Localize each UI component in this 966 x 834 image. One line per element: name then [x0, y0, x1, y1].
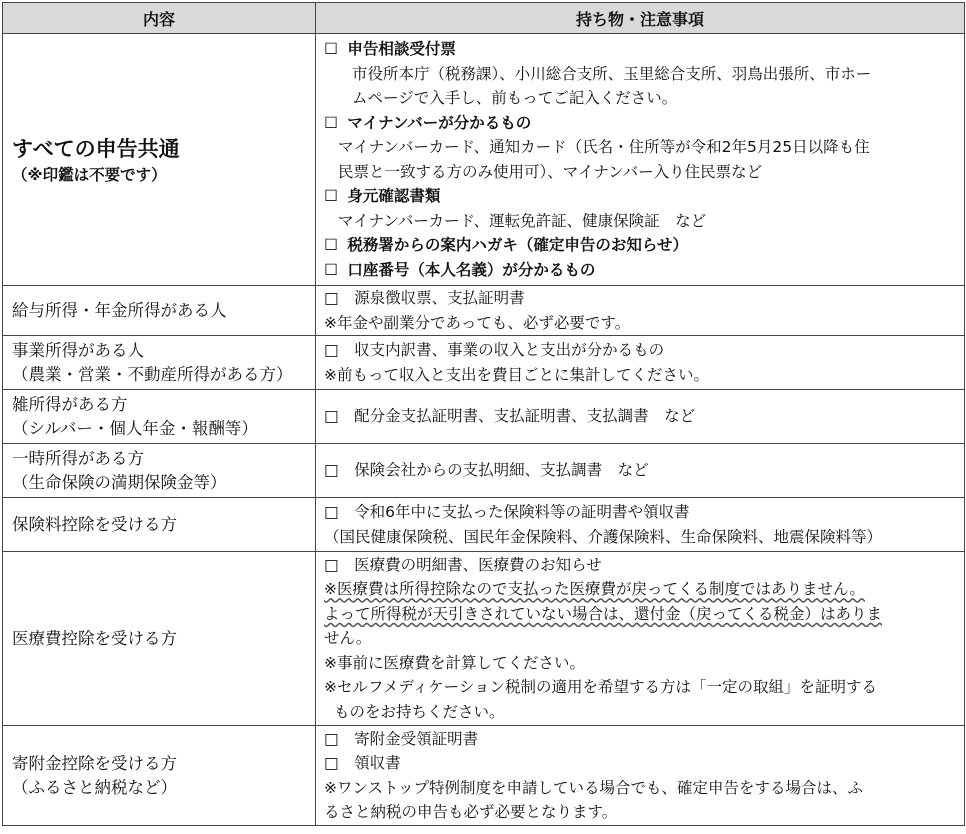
common-item-5: ☐ 口座番号（本人名義）が分かるもの	[324, 258, 958, 283]
row-insurance-deduction	[3, 498, 965, 552]
row-donation-deduction	[3, 726, 965, 826]
row-medical-deduction	[3, 552, 965, 726]
common-label-cell	[3, 34, 316, 286]
common-item-1-note: 市役所本庁（税務課）、小川総合支所、玉里総合支所、羽鳥出張所、市ホー	[352, 64, 872, 83]
row-occasional-income	[3, 444, 965, 498]
row-label: 一時所得がある方 （生命保険の満期保険金等）	[3, 444, 316, 498]
row-label: 事業所得がある人 （農業・営業・不動産所得がある方）	[3, 336, 316, 390]
common-title: すべての申告共通	[12, 136, 180, 161]
requirements-table	[2, 2, 965, 826]
header-content: 内容	[3, 3, 316, 34]
common-item-2-note: マイナンバーカード、通知カード（氏名・住所等が令和2年5月25日以降も住	[338, 138, 870, 156]
row-label: 医療費控除を受ける方	[3, 552, 316, 726]
row-items: □ 医療費の明細書、医療費のお知らせ ※医療費は所得控除なので支払った医療費が戻ってくる制度ではありません。 よって所得税が天引きされていない場合は、還付金（戻ってくる税金）はありま せん。 ※事前に医療費を計算してください。 ※セルフメディケーション税制の適用を希望する方は「一定の取組」を証明する ものをお持ちください。	[316, 552, 965, 726]
row-label: 寄附金控除を受ける方 （ふるさと納税など）	[3, 726, 316, 826]
medical-warning: よって所得税が天引きされていない場合は、還付金（戻ってくる税金）はありま	[324, 604, 883, 623]
row-business-income	[3, 336, 965, 390]
header-row	[3, 3, 965, 34]
common-item-3-note: マイナンバーカード、運転免許証、健康保険証 など	[338, 211, 707, 230]
row-misc-income	[3, 390, 965, 444]
common-item-2: ☐ マイナンバーが分かるもの	[324, 111, 958, 136]
row-label: 給与所得・年金所得がある人	[3, 286, 316, 336]
row-items: □ 令和6年中に支払った保険料等の証明書や領収書 （国民健康保険税、国民年金保険料、介護保険料、生命保険料、地震保険料等）	[316, 498, 965, 552]
checkbox-icon: ☐	[324, 113, 338, 132]
checkbox-icon: ☐	[324, 260, 338, 279]
row-label: 保険料控除を受ける方	[3, 498, 316, 552]
checkbox-icon: ☐	[324, 236, 338, 254]
row-items: □ 源泉徴収票、支払証明書 ※年金や副業分であっても、必ず必要です。	[316, 286, 965, 336]
row-salary-pension	[3, 286, 965, 336]
row-items: □ 保険会社からの支払明細、支払調書 など	[316, 444, 965, 498]
common-item-2-note: 民票と一致する方のみ使用可）、マイナンバー入り住民票など	[338, 162, 763, 181]
common-items-cell	[316, 34, 965, 286]
row-common	[3, 34, 965, 286]
common-item-1: ☐ 申告相談受付票	[324, 37, 958, 62]
row-items: □ 収支内訳書、事業の収入と支出が分かるもの ※前もって収入と支出を費目ごとに集計してください。	[316, 336, 965, 390]
common-item-4: ☐ 税務署からの案内ハガキ（確定申告のお知らせ）	[324, 233, 958, 258]
checkbox-icon: ☐	[324, 187, 338, 205]
checkbox-icon: ☐	[324, 40, 338, 58]
common-subtitle: （※印鑑は不要です）	[12, 165, 167, 184]
common-item-3: ☐ 身元確認書類	[324, 184, 958, 209]
header-items-notes: 持ち物・注意事項	[316, 3, 965, 34]
row-items: □ 寄附金受領証明書 □ 領収書 ※ワンストップ特例制度を申請している場合でも、確定申告をする場合は、ふ るさと納税の申告も必ず必要となります。	[316, 726, 965, 826]
row-items: □ 配分金支払証明書、支払証明書、支払調書 など	[316, 390, 965, 444]
medical-warning: ※医療費は所得控除なので支払った医療費が戻ってくる制度ではありません。	[324, 580, 865, 599]
common-item-1-note: ムページで入手し、前もってご記入ください。	[352, 89, 678, 107]
row-label: 雑所得がある方 （シルバー・個人年金・報酬等）	[3, 390, 316, 444]
